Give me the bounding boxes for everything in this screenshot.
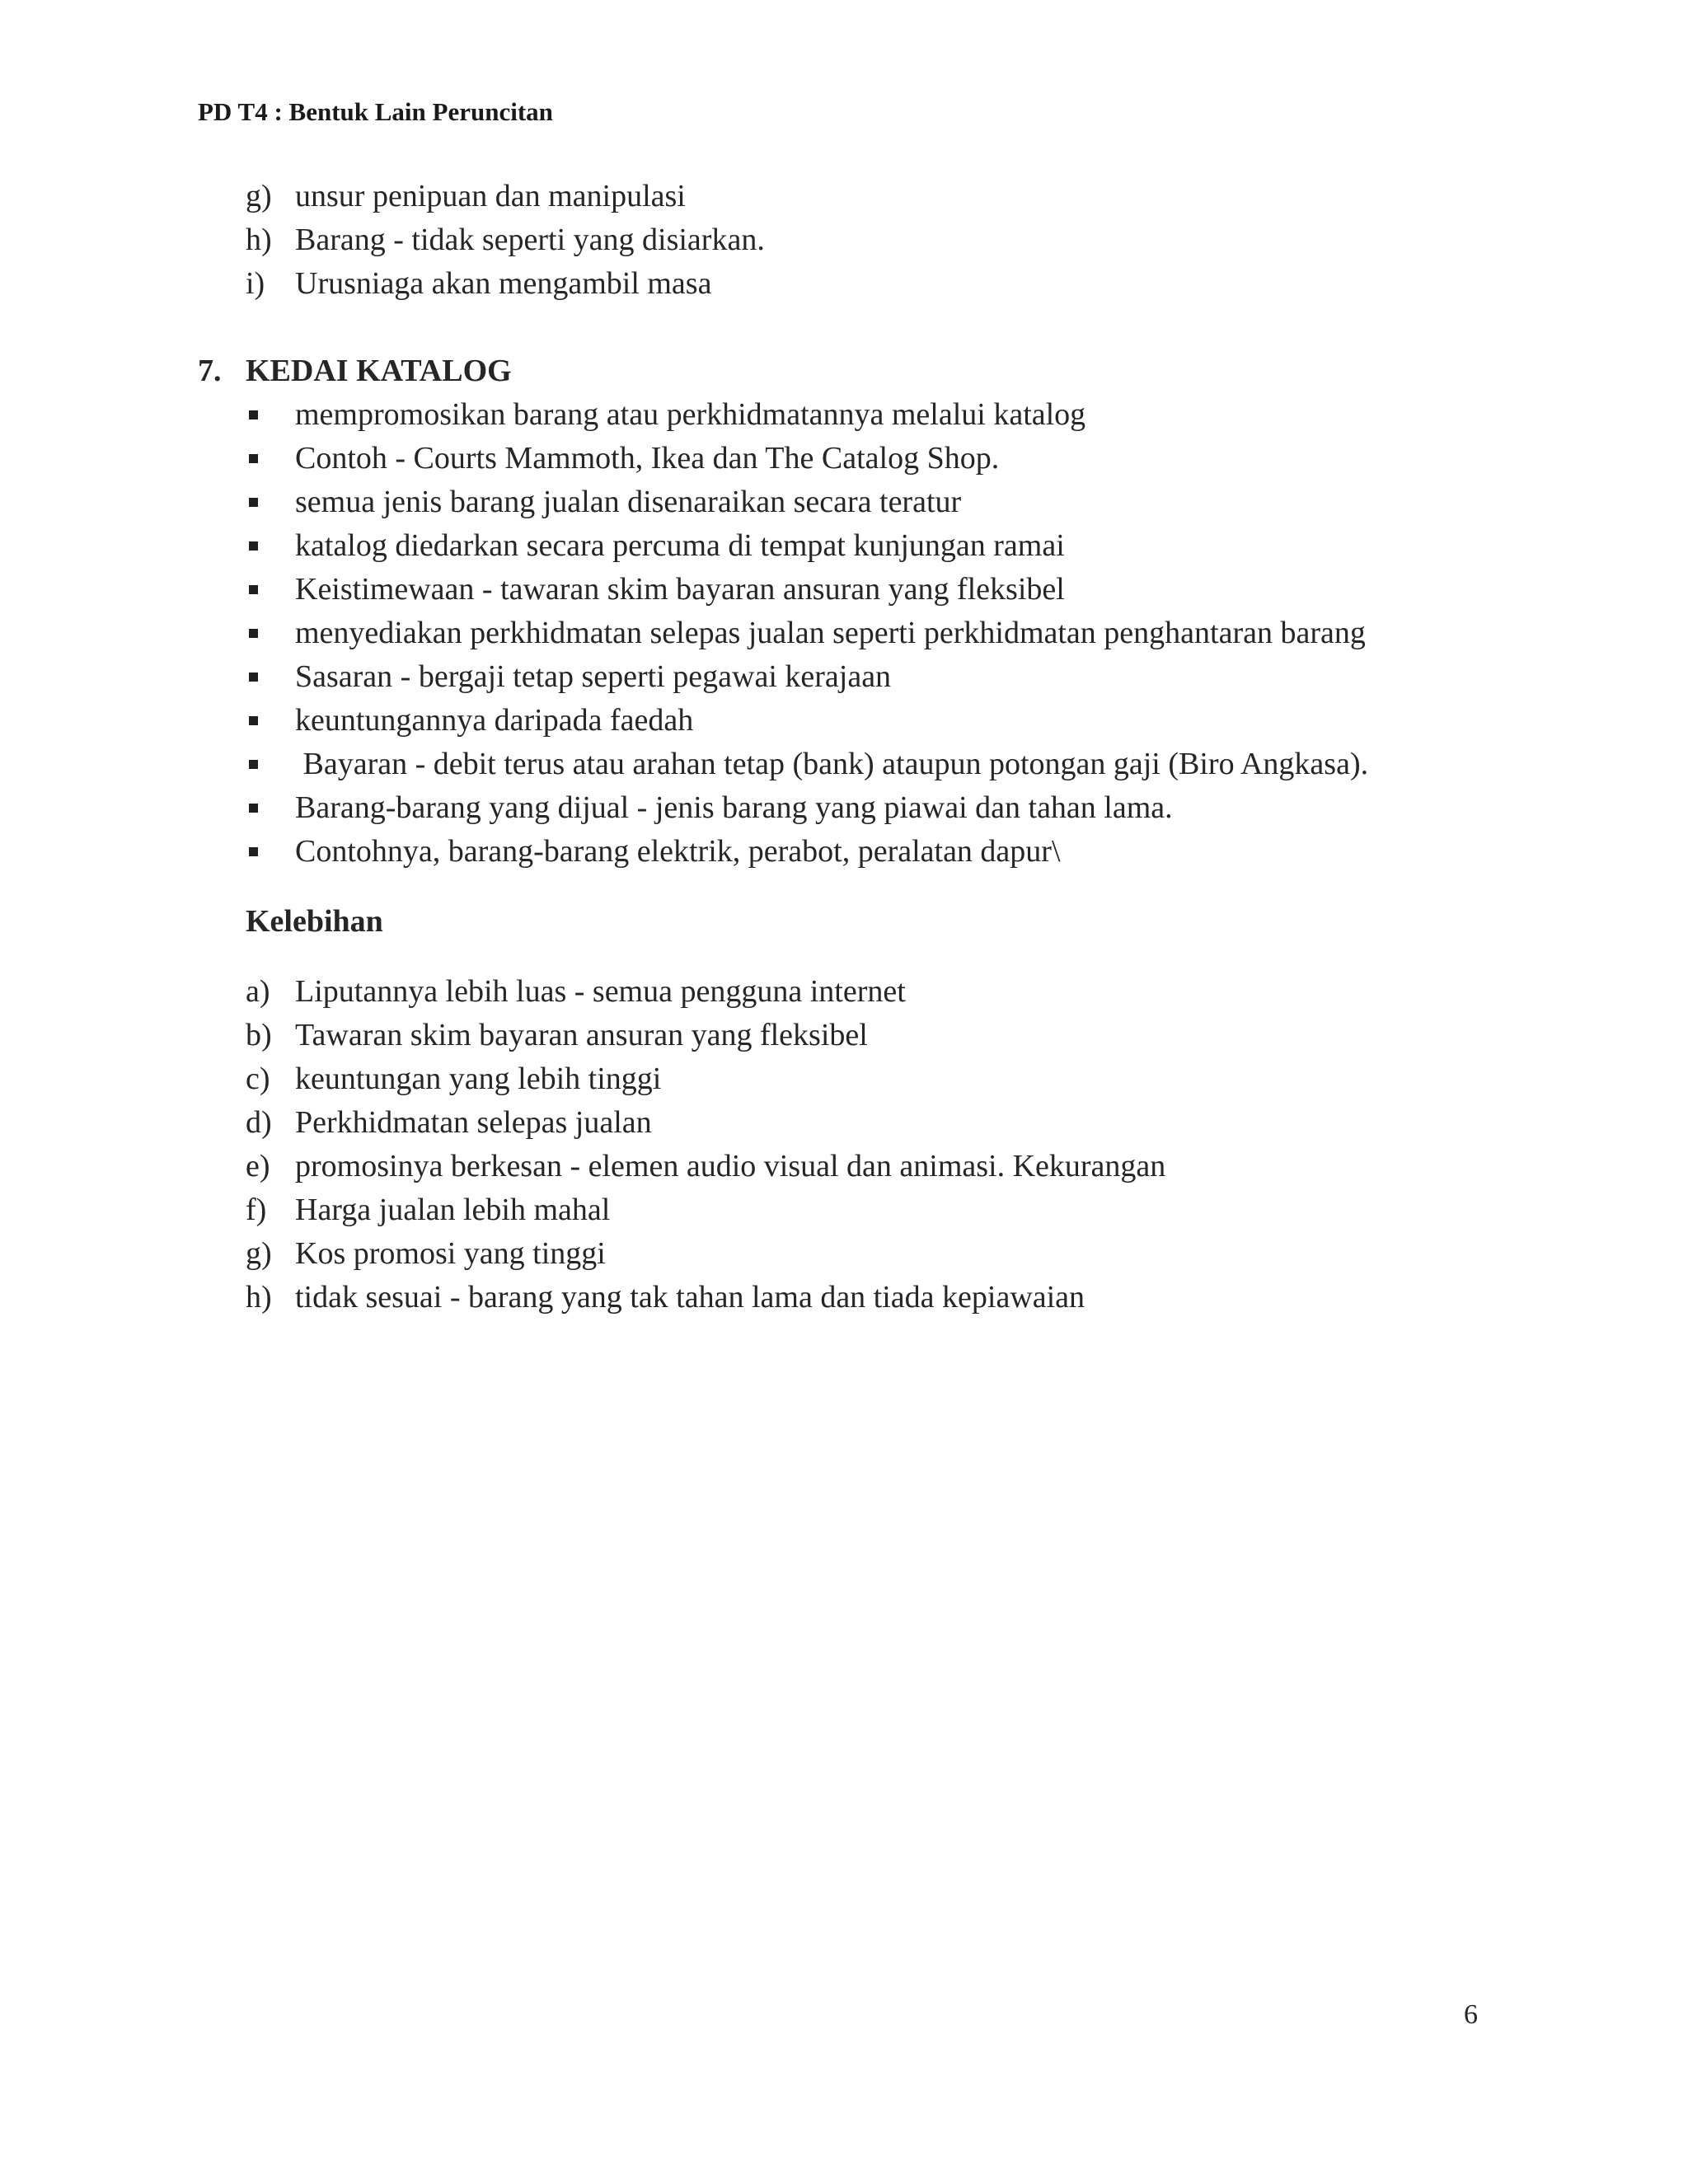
bullet-list [0,393,1688,874]
bullet-item [0,699,1688,743]
bullet-text: mempromosikan barang atau perkhidmatannya melalui katalog [295,397,1086,432]
bullet-text: Sasaran - bergaji tetap seperti pegawai kerajaan [295,659,892,694]
list-item-text: Barang - tidak seperti yang disiarkan. [295,223,765,257]
list-item-text: Urusniaga akan mengambil masa [295,266,712,301]
bullet-item [0,655,1688,699]
bullet-text: semua jenis barang jualan disenaraikan secara teratur [295,485,962,519]
square-bullet-icon [249,410,258,419]
page-number: 6 [1464,1999,1478,2030]
square-bullet-icon [249,498,258,507]
bullet-text: Contohnya, barang-barang elektrik, perabot, peralatan dapur\ [295,834,1061,869]
bullet-text: Barang-barang yang dijual - jenis barang yang piawai dan tahan lama. [295,790,1173,825]
list-item [0,970,1688,1014]
bullet-text: katalog diedarkan secara percuma di tempat kunjungan ramai [295,528,1065,563]
bullet-item [0,393,1688,437]
bullet-item [0,830,1688,874]
square-bullet-icon [249,847,258,856]
list-item-text: Liputannya lebih luas - semua pengguna internet [295,974,906,1009]
list-marker: e) [246,1149,270,1183]
bullet-text: Keistimewaan - tawaran skim bayaran ansuran yang fleksibel [295,572,1065,607]
section-title: KEDAI KATALOG [246,354,512,388]
square-bullet-icon [249,454,258,463]
bullet-text: keuntungannya daripada faedah [295,703,694,738]
list-marker: c) [246,1062,270,1096]
bullet-text: Bayaran - debit terus atau arahan tetap (bank) ataupun potongan gaji (Biro Angkasa). [295,747,1369,781]
list-item [0,1014,1688,1057]
list-item-text: promosinya berkesan - elemen audio visual dan animasi. Kekurangan [295,1149,1166,1183]
square-bullet-icon [249,716,258,725]
list-item [0,218,1688,262]
list-item [0,1276,1688,1319]
list-marker: a) [246,974,270,1009]
list-item [0,1188,1688,1232]
square-bullet-icon [249,629,258,638]
bullet-item [0,480,1688,524]
list-marker: h) [246,223,272,257]
bullet-text: menyediakan perkhidmatan selepas jualan seperti perkhidmatan penghantaran barang [295,616,1366,650]
square-bullet-icon [249,760,258,769]
list-item [0,1057,1688,1101]
square-bullet-icon [249,673,258,682]
list-marker: i) [246,266,265,301]
bullet-item [0,612,1688,655]
list-item-text: keuntungan yang lebih tinggi [295,1062,662,1096]
bullet-item [0,568,1688,612]
bullet-item [0,437,1688,480]
list-item-text: tidak sesuai - barang yang tak tahan lama dan tiada kepiawaian [295,1280,1085,1315]
list-marker: h) [246,1280,272,1315]
bullet-text: Contoh - Courts Mammoth, Ikea dan The Catalog Shop. [295,441,1000,476]
list-item [0,1101,1688,1145]
subheading-kelebihan: Kelebihan [246,904,383,939]
list-marker: b) [246,1018,272,1052]
continued-list [0,175,1688,306]
list-marker: g) [246,179,272,213]
list-item [0,262,1688,306]
list-marker: f) [246,1193,267,1227]
square-bullet-icon [249,585,258,594]
list-item-text: Kos promosi yang tinggi [295,1236,606,1271]
list-marker: d) [246,1105,272,1140]
list-item-text: unsur penipuan dan manipulasi [295,179,686,213]
page-header-title: PD T4 : Bentuk Lain Peruncitan [198,97,553,126]
list-marker: g) [246,1236,272,1271]
lettered-list [0,970,1688,1319]
list-item [0,1232,1688,1276]
bullet-item [0,786,1688,830]
list-item [0,175,1688,218]
list-item-text: Harga jualan lebih mahal [295,1193,611,1227]
square-bullet-icon [249,804,258,813]
bullet-item [0,743,1688,786]
section-number: 7. [198,354,222,388]
bullet-item [0,524,1688,568]
square-bullet-icon [249,541,258,551]
list-item-text: Tawaran skim bayaran ansuran yang fleksibel [295,1018,868,1052]
list-item-text: Perkhidmatan selepas jualan [295,1105,652,1140]
list-item [0,1145,1688,1188]
